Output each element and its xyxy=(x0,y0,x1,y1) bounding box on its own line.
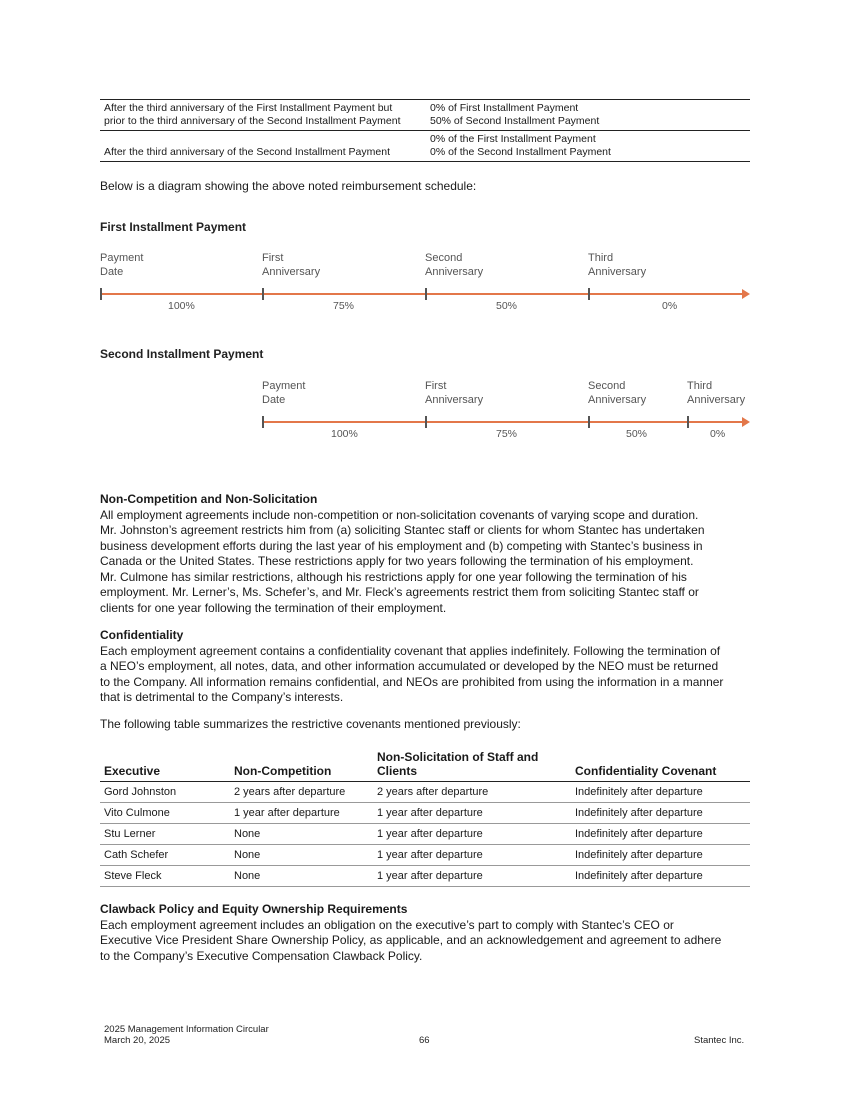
covenant-table xyxy=(100,750,750,887)
column-header: Non-Competition xyxy=(230,750,373,782)
timeline-label: Second Anniversary xyxy=(425,252,484,278)
amount-cell: 0% of the First Installment Payment 0% of the Second Installment Payment xyxy=(430,133,611,158)
timeline-tick xyxy=(425,416,427,428)
timeline-percent: 0% xyxy=(710,428,726,440)
timeline-line xyxy=(262,421,742,423)
column-header: Non-Solicitation of Staff and Clients xyxy=(373,750,571,782)
footer-left xyxy=(104,1024,269,1046)
footer-company: Stantec Inc. xyxy=(694,1035,745,1046)
timeline-tick xyxy=(687,416,689,428)
footer-doc-title: 2025 Management Information Circular xyxy=(104,1024,269,1035)
timeline-tick xyxy=(100,288,102,300)
first-installment-title: First Installment Payment xyxy=(100,220,247,234)
section-heading: Clawback Policy and Equity Ownership Requirements xyxy=(100,902,408,916)
timeline-percent: 100% xyxy=(168,300,195,312)
timeline-tick xyxy=(262,416,264,428)
timeline-label: Payment Date xyxy=(262,380,306,406)
timeline-tick xyxy=(425,288,427,300)
column-header: Executive xyxy=(100,750,230,782)
timeline-percent: 75% xyxy=(496,428,518,440)
table-header-row xyxy=(100,750,750,782)
section-heading: Non-Competition and Non-Solicitation xyxy=(100,492,318,506)
second-installment-title: Second Installment Payment xyxy=(100,347,264,361)
table-intro: The following table summarizes the restrictive covenants mentioned previously: xyxy=(100,717,521,731)
timeline-tick xyxy=(588,288,590,300)
period-cell: After the third anniversary of the Second Installment Payment xyxy=(104,146,390,158)
section-heading: Confidentiality xyxy=(100,628,184,642)
column-header: Confidentiality Covenant xyxy=(571,750,750,782)
arrow-right-icon xyxy=(742,417,750,427)
timeline-label: Second Anniversary xyxy=(588,380,647,406)
timeline-label: First Anniversary xyxy=(425,380,484,406)
timeline-percent: 50% xyxy=(626,428,648,440)
table-row xyxy=(100,100,750,131)
timeline-percent: 100% xyxy=(331,428,358,440)
table-row: Gord Johnston 2 years after departure 2 years after departure Indefinitely after departure xyxy=(100,782,750,803)
timeline-label: Payment Date xyxy=(100,252,144,278)
timeline-tick xyxy=(262,288,264,300)
confidentiality-section: Confidentiality Each employment agreement contains a confidentiality covenant that applies indefinitely. Following the termination of a NEO’s employment, all notes, data, and other information accumulated or developed by the NEO must be returned to the Company. All information remains confidential, and NEOs are prohibited from using the information in a manner that is detrimental to the Company’s interests. xyxy=(100,628,760,706)
timeline-tick xyxy=(588,416,590,428)
table-row: Steve Fleck None 1 year after departure Indefinitely after departure xyxy=(100,866,750,887)
timeline-line xyxy=(100,293,742,295)
amount-cell: 0% of First Installment Payment 50% of Second Installment Payment xyxy=(430,102,600,127)
clawback-section: Clawback Policy and Equity Ownership Requirements Each employment agreement includes an obligation on the executive’s part to comply with Stantec’s CEO or Executive Vice President Share Ownership Policy, as applicable, and an acknowledgement and agreement to adhere to the Company’s Executive Compensation Clawback Policy. xyxy=(100,902,760,964)
timeline-percent: 0% xyxy=(662,300,678,312)
table-row: Cath Schefer None 1 year after departure Indefinitely after departure xyxy=(100,845,750,866)
arrow-right-icon xyxy=(742,289,750,299)
timeline-label: Third Anniversary xyxy=(588,252,647,278)
footer-date: March 20, 2025 xyxy=(104,1035,171,1046)
reimbursement-table xyxy=(100,99,750,162)
timeline-label: First Anniversary xyxy=(262,252,321,278)
diagram-intro: Below is a diagram showing the above noted reimbursement schedule: xyxy=(100,179,477,193)
table-row: Stu Lerner None 1 year after departure Indefinitely after departure xyxy=(100,824,750,845)
timeline-percent: 75% xyxy=(333,300,355,312)
table-row xyxy=(100,131,750,162)
timeline-percent: 50% xyxy=(496,300,518,312)
page-number: 66 xyxy=(419,1035,430,1046)
timeline-label: Third Anniversary xyxy=(687,380,746,406)
table-row: Vito Culmone 1 year after departure 1 year after departure Indefinitely after departure xyxy=(100,803,750,824)
noncompete-section: Non-Competition and Non-Solicitation All employment agreements include non-competition or non-solicitation covenants of varying scope and duration. Mr. Johnston’s agreement restricts him from (a) soliciting Stantec staff or clients for whom Stantec has undertaken business development efforts during the last year of his employment and (b) competing with Stantec’s business in Canada or the United States. These restrictions apply for two years following the termination of his employment. Mr. Culmone has similar restrictions, although his restrictions apply for one year following the termination of his employment. Mr. Lerner’s, Ms. Schefer’s, and Mr. Fleck’s agreements restrict them from soliciting Stantec staff or clients for one year following the termination of their employment. xyxy=(100,492,760,616)
period-cell: After the third anniversary of the First Installment Payment but prior to the third anniversary of the Second Installment Payment xyxy=(104,102,401,127)
